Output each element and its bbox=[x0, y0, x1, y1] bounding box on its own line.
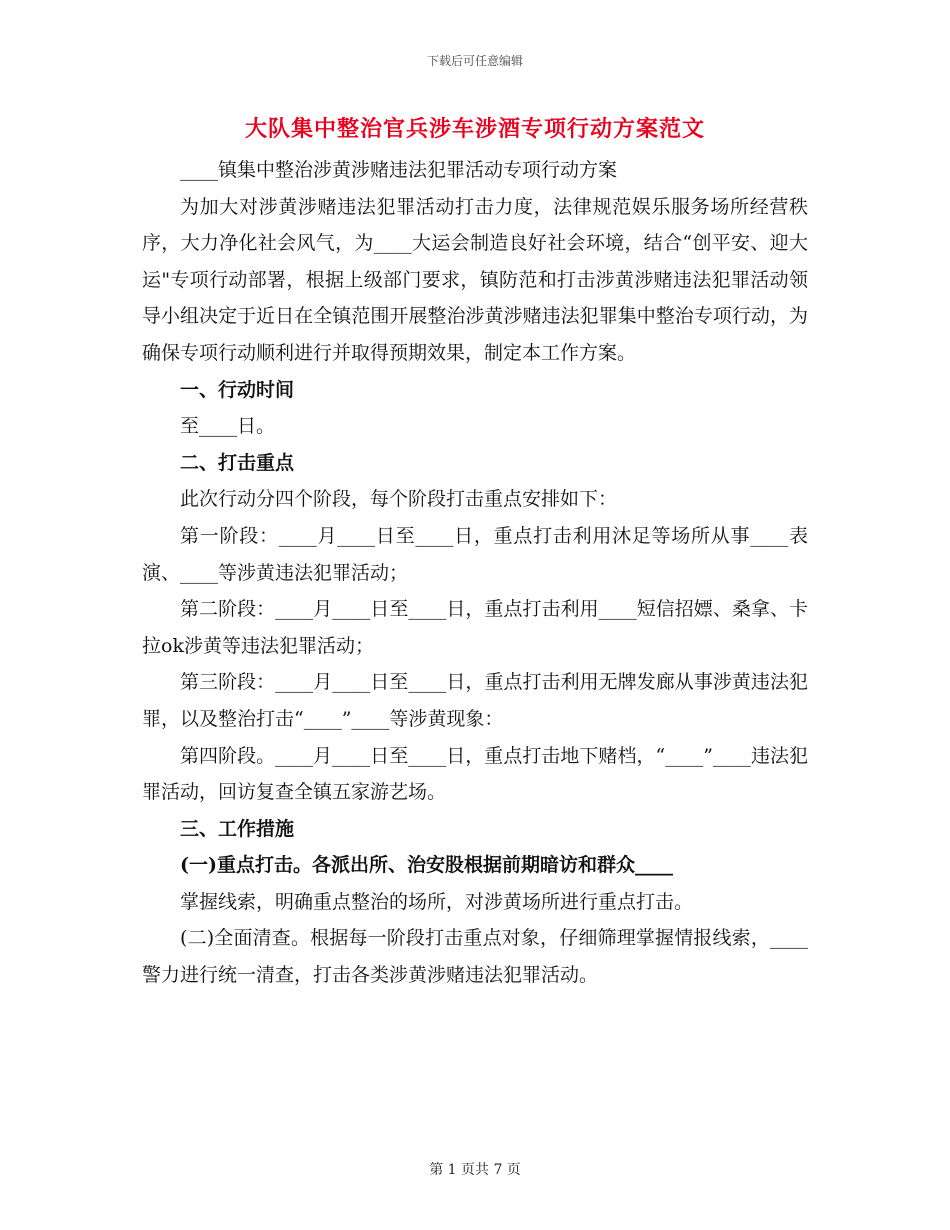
section-heading: 二、打击重点 bbox=[180, 451, 295, 474]
body-paragraph: 第四阶段。____月____日至____日，重点打击地下赌档，“____”____违法犯罪活动，回访复查全镇五家游艺场。 bbox=[142, 744, 808, 804]
body-paragraph: 此次行动分四个阶段，每个阶段打击重点安排如下： bbox=[180, 488, 618, 511]
section-heading: 一、行动时间 bbox=[180, 378, 295, 401]
document-title: 大队集中整治官兵涉车涉酒专项行动方案范文 bbox=[244, 116, 705, 142]
page-footer: 第 1 页共 7 页 bbox=[429, 1162, 521, 1178]
body-paragraph: 为加大对涉黄涉赌违法犯罪活动打击力度，法律规范娱乐服务场所经营秩序，大力净化社会风气，为____大运会制造良好社会环境，结合“创平安、迎大运"专项行动部署，根据上级部门要求，镇防范和打击涉黄涉赌违法犯罪活动领导小组决定于近日在全镇范围开展整治涉黄涉赌违法犯罪集中整治专项行动，为确保专项行动顺利进行并取得预期效果，制定本工作方案。 bbox=[142, 195, 808, 364]
body-paragraph: 第三阶段：____月____日至____日，重点打击利用无牌发廊从事涉黄违法犯罪，以及整治打击“____”____等涉黄现象： bbox=[142, 671, 808, 730]
body-paragraph: (二)全面清查。根据每一阶段打击重点对象，仔细筛理掌握情报线索，____警力进行统一清查，打击各类涉黄涉赌违法犯罪活动。 bbox=[142, 927, 808, 987]
body-paragraph: 第二阶段：____月____日至____日，重点打击利用____短信招嫖、桑拿、卡拉ok涉黄等违法犯罪活动； bbox=[142, 598, 808, 657]
page-header: 下载后可任意编辑 bbox=[426, 54, 523, 68]
body-paragraph: ____镇集中整治涉黄涉赌违法犯罪活动专项行动方案 bbox=[180, 159, 618, 181]
body-paragraph: 至____日。 bbox=[180, 415, 276, 438]
section-heading: (一)重点打击。各派出所、治安股根据前期暗访和群众____ bbox=[180, 854, 673, 877]
section-heading: 三、工作措施 bbox=[180, 817, 295, 840]
body-paragraph: 掌握线索，明确重点整治的场所，对涉黄场所进行重点打击。 bbox=[180, 890, 694, 913]
document-body bbox=[142, 152, 808, 994]
body-paragraph: 第一阶段：____月____日至____日，重点打击利用沐足等场所从事____表演、____等涉黄违法犯罪活动； bbox=[142, 524, 808, 584]
